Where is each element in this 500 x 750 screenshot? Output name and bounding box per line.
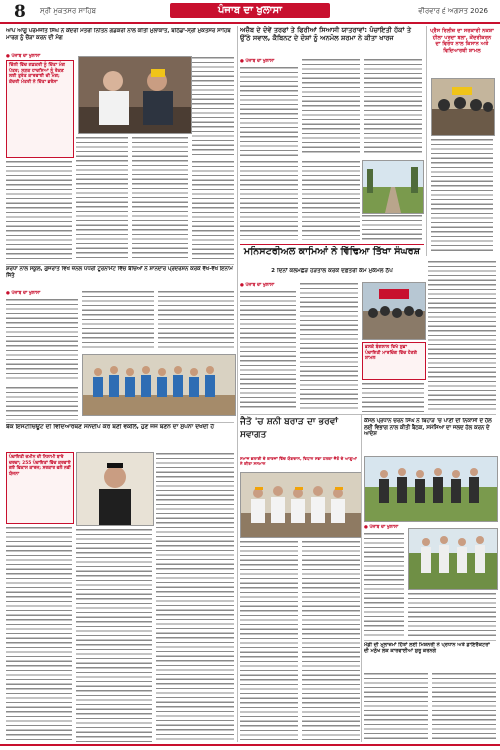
village-photo [364,456,498,522]
summary-box [6,452,74,524]
story-text [364,58,422,156]
main-headline: ਅਜ਼ੈਬ ਦੇ ਦੋਵੇਂ ਤਰਫਾਂ ਤੇ ਫਿਰੀਆਂ ਸਿਆਸੀ ਯਾਤਰਾਵਾਂ: ਪੰਚਾਇਤੀ ਹੱਕਾਂ ਤੇ ਉੱਠੇ ਸਵਾਲ, ਕੈਬਿਨਟ ਦੇ ਦੋਸ਼ਾਂ ਨੂੰ ਅਨਮੋਲ ਸ਼ਰਮਾ ਨੇ ਕੀਤਾ ਖਾਰਜ [240,26,412,43]
section-divider [6,264,234,265]
story-text [302,58,360,156]
section-divider [364,640,496,641]
strike-subhead: 2 ਦਿਨਾਂ ਕਲਮਛੋੜ ਹੜਤਾਲ ਕਰਕੇ ਦਫ਼ਤਰੀ ਕੰਮ ਮੁਕੰਮਲ ਠੱਪ [271,268,393,274]
story-text [192,56,234,156]
protest-photo [431,78,495,136]
sports-headline: ਸ਼ਰਧਾ ਨਾਲ ਸਕੂਲ, ਗੁਜਰਾਤ ਵਿਖੇ ਜ਼ੋਨਲ ਪੱਧਰੀ ਟੂਰਨਾਮੈਂਟ ਵਿੱਚ ਬੱਚਿਆਂ ਨੇ ਸ਼ਾਨਦਾਰ ਪ੍ਰਦਰਸ਼ਨ ਕਰਕੇ ਵੱਖ-ਵੱਖ ਇਨਾਮ ਜਿੱਤੇ [6,266,233,279]
section-divider [6,422,234,423]
village-photo-art [365,457,497,521]
top-left-headline: ਆਪ ਆਗੂ ਪਰਮਜੀਤ ਸਿੰਘ ਨੇ ਕੇਂਦਰੀ ਮੰਤਰੀ ਨਿਤਿਨ ਗਡਕਰੀ ਨਾਲ ਕੀਤੀ ਮੁਲਾਕਾਤ, ਬਠਿੰਡਾ-ਸ੍ਰੀ ਮੁਕਤਸਰ ਸਾਹਿਬ ਮਾਰਗ ਨੂੰ ਚੌੜਾ ਕਰਨ ਦੀ ਮੰਗ [6,28,231,41]
sports-photo [82,354,236,416]
story-text [364,532,404,636]
page-footer-rule [0,744,500,746]
section-divider [240,414,496,415]
strike-photo [362,282,426,340]
page-number: 8 [14,2,26,22]
story-text [240,66,298,156]
column-divider [237,26,238,742]
story-text [6,386,78,420]
right-column-box [426,26,497,256]
story-text [158,290,234,350]
story-text [156,452,234,742]
summary-box [6,60,74,158]
story-text [6,298,78,382]
right-top-headline: ਪ੍ਰੈਸ ਰਿਲੀਜ਼ ਦਾ ਸਰਕਾਰੀ ਨਕਸ਼ਾ ਹੀਲਾ ਪਰਦਾ ਬਲਾ, ਕੇਂਦਰੀਕਰਨ ਦਾ ਵਿਰੋਧ ਨਾਲ ਕਿਸਾਨ ਅਤੇ ਵਿਦਿਆਰਥੀ ਸ਼ਾਮਲ [430,28,494,54]
story-text [82,290,154,350]
story-text [240,290,296,410]
protest-photo-art [432,79,494,135]
story-text [364,672,428,740]
byline: ● ਪੰਜਾਬ ਦਾ ਖੁਲਾਸਾ [240,59,275,64]
graduate-photo [76,452,154,526]
story-text [302,160,360,240]
story-text [240,540,298,740]
story-text [432,672,496,740]
story-text [192,160,234,260]
paper-name: ਸ੍ਰੀ ਮੁਕਤਸਰ ਸਾਹਿਬ [40,7,97,15]
story-text [76,136,128,260]
road-photo [362,160,424,214]
story-text [362,214,422,240]
road-photo-art [363,161,423,213]
byline: ● ਪੰਜਾਬ ਦਾ ਖੁਲਾਸਾ [6,291,41,296]
story-text [428,260,496,412]
shani-headline: ਜੈਤੋ 'ਚ ਸ਼ਨੀ ਬਰਾੜ ਦਾ ਭਰਵਾਂ ਸਵਾਗਤ [240,417,338,441]
strike-headline: ਮਨਿਸਟਰੀਅਲ ਕਾਮਿਆਂ ਨੇ ਵਿੱਢਿਆ ਤਿੱਖਾ ਸੰਘਰਸ਼ [243,246,421,257]
story-text [300,282,358,410]
right-mid-headline: ਭਲਕੇ ਬੰਗਲਾਲ ਵਿਖੇ ਸ਼ੁਭਾ ਪੰਚਾਇਤੀ ਮਾਰਚਿੰਗ ਵਿੱਚ ਹੋਣਗੇ ਸ਼ਾਮਲ [365,345,417,362]
summary-bullets: ਦਿੱਲੀ ਵਿੱਚ ਗਡਕਰੀ ਨੂੰ ਦਿੱਤਾ ਮੰਗ ਪੱਤਰ; ਸੜਕ ਹਾਦਸਿਆਂ ਨੂੰ ਰੋਕਣ ਲਈ ਤੁਰੰਤ ਕਾਰਵਾਈ ਦੀ ਮੰਗ; ਕੇਂਦਰੀ ਮੰਤਰੀ ਨੇ ਦਿੱਤਾ ਭਰੋਸਾ [9,63,65,86]
meeting-photo [78,56,192,134]
shani-subhead: ਸਮਾਜ ਭਲਾਈ ਦੇ ਕਾਰਜਾਂ ਵਿੱਚ ਯੋਗਦਾਨ, ਵਿਧਾਨ ਸਭਾ ਹਲਕਾ ਜੈਤੋ ਦੇ ਆਗੂਆਂ ਨੇ ਕੀਤਾ ਸਨਮਾਨ [240,456,357,467]
welcome-photo [240,472,362,538]
section-divider [240,244,424,245]
byline: ● ਪੰਜਾਬ ਦਾ ਖੁਲਾਸਾ [240,283,275,288]
institute-headline: ਬੈਂਕ ਇੰਸਟੀਚਿਊਟ ਦੀ ਵਿਦਿਆਰਥਣ ਸਨਦੀਪ ਕੌਰ ਬਣੀ ਵਕੀਲ, ਹੁਣ ਜੱਜ ਬਣਨ ਦਾ ਸੁਪਨਾ ਦੇਖਦੀ ਹੈ [6,424,214,430]
village-headline: ਕੌਂਸਲ ਪ੍ਰਧਾਨ ਚਰਨ ਸਿੰਘ ਨੇ ਬਿਹਾੜ 'ਚ ਪਾਣੀ ਦੀ ਨਿਕਾਸੀ ਦੇ ਹੱਲ ਲਈ ਵਿਭਾਗ ਨਾਲ ਕੀਤੀ ਬੈਠਕ, ਸਮੱਸਿਆ ਦਾ ਜਲਦ ਹੱਲ ਕਰਨ ਦੇ ਆਦੇਸ਼ [364,418,492,438]
byline: ● ਪੰਜਾਬ ਦਾ ਖੁਲਾਸਾ [364,525,399,530]
story-text [362,382,424,412]
byline: ● ਪੰਜਾਬ ਦਾ ਖੁਲਾਸਾ [6,54,41,59]
sports-photo-art [83,355,235,415]
highlight-box [362,342,426,380]
drain-photo [408,528,498,590]
strike-photo-art [363,283,425,339]
story-text [431,138,493,252]
column-divider [361,414,362,742]
issue-date: ਵੀਰਵਾਰ ੬ ਅਗਸਤ 2026 [418,7,488,15]
section-title: ਪੰਜਾਬ ਦਾ ਖੁਲਾਸਾ [170,3,330,18]
story-text [408,592,496,636]
story-text [302,540,360,740]
welcome-photo-art [241,473,361,537]
drain-photo-art [409,529,497,589]
meeting-photo-art [79,57,191,133]
bottom-right-headline: ਮੰਡੀ ਦੀ ਮੁਲਾਜ਼ਮਾਂ ਹਿੱਤਾਂ ਲਈ ਮਿਸ਼ਨਰੀ ਨੇ ਪ੍ਰਧਾਨ ਅਤੇ ਡਾਇਰੈਕਟਰਾਂ ਦੀ ਮਨੁੱਖ ਲੋਕ ਕਾਰਵਾਈਆਂ ਸ਼ੁਰੂ ਕਰਨਗੇ [364,642,490,655]
graduate-photo-art [77,453,153,525]
left-bullets: ਪੰਚਾਇਤੀ ਜ਼ਮੀਨ ਦੀ ਨਿਲਾਮੀ ਬਾਰੇ ਚਰਚਾ; 255 ਪੰਚਾਇਤਾਂ ਵਿੱਚ ਕਰਵਾਏ ਗਏ ਵਿਕਾਸ ਕਾਰਜ; ਸਰਕਾਰ ਵਲੋਂ ਨਵੀਂ ਯੋਜਨਾ [9,455,71,477]
story-text [240,160,298,240]
story-text [76,528,152,742]
story-text [132,136,188,260]
story-text [6,160,72,260]
page-header [0,0,500,24]
story-text [6,526,72,740]
